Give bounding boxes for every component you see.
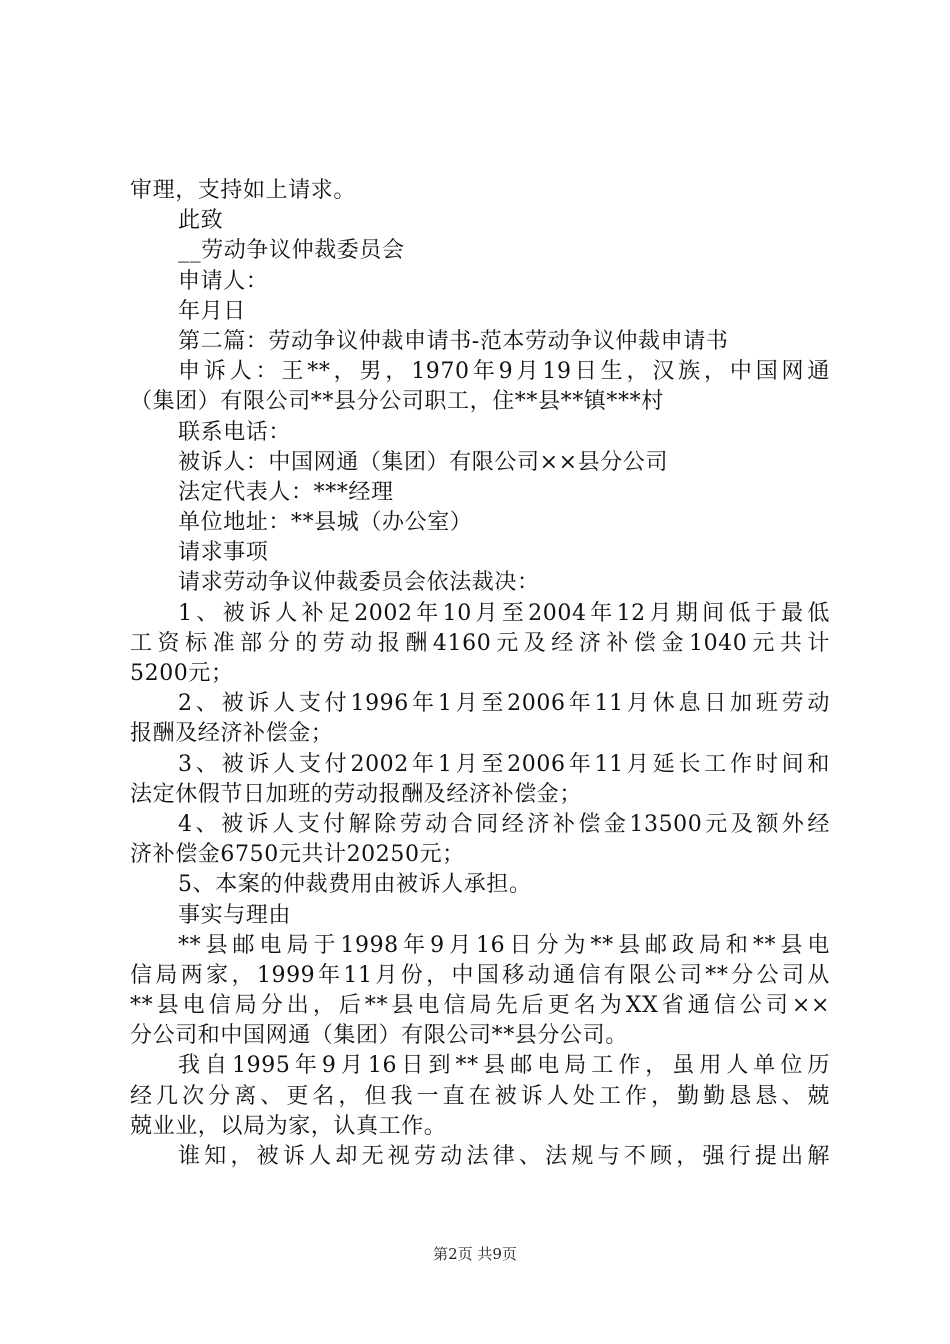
text-line: 申诉人：王**，男，1970年9月19日生，汉族，中国网通 — [178, 359, 830, 385]
text-line: 兢业业，以局为家，认真工作。 — [130, 1113, 447, 1139]
text-line: 分公司和中国网通（集团）有限公司**县分公司。 — [130, 1023, 628, 1049]
text-line: 4、被诉人支付解除劳动合同经济补偿金13500元及额外经 — [178, 811, 830, 837]
text-line: 被诉人：中国网通（集团）有限公司××县分公司 — [178, 449, 669, 475]
text-line: 单位地址：**县城（办公室） — [178, 510, 473, 536]
text-line: 经几次分离、更名，但我一直在被诉人处工作，勤勤恳恳、兢 — [130, 1083, 830, 1109]
section-heading: 第二篇：劳动争议仲裁申请书-范本劳动争议仲裁申请书 — [178, 328, 729, 354]
text-line: 谁知，被诉人却无视劳动法律、法规与不顾，强行提出解 — [178, 1144, 830, 1169]
text-line: 3、被诉人支付2002年1月至2006年11月延长工作时间和 — [178, 751, 830, 777]
text-line: 申请人： — [178, 268, 269, 294]
text-line: **县邮电局于1998年9月16日分为**县邮政局和**县电 — [178, 932, 830, 958]
page-number-footer: 第2页 共9页 — [433, 1245, 517, 1263]
text-line: 工资标准部分的劳动报酬4160元及经济补偿金1040元共计 — [130, 630, 830, 656]
text-line: 请求劳动争议仲裁委员会依法裁决： — [178, 570, 540, 596]
text-line: 我自1995年9月16日到**县邮电局工作，虽用人单位历 — [178, 1053, 830, 1079]
subheading: 事实与理由 — [178, 902, 292, 928]
text-line: 法定代表人：***经理 — [178, 479, 394, 505]
text-line: 法定休假节日加班的劳动报酬及经济补偿金； — [130, 781, 583, 807]
text-line: 1、被诉人补足2002年10月至2004年12月期间低于最低 — [178, 600, 830, 626]
text-line: 年月日 — [178, 298, 246, 324]
document-body — [130, 176, 830, 1172]
text-line: 报酬及经济补偿金； — [130, 721, 334, 747]
text-line: 2、被诉人支付1996年1月至2006年11月休息日加班劳动 — [178, 691, 830, 717]
text-line: （集团）有限公司**县分公司职工，住**县**镇***村 — [130, 389, 664, 415]
text-line: **县电信局分出，后**县电信局先后更名为XX省通信公司×× — [130, 993, 830, 1019]
text-line: 济补偿金6750元共计20250元； — [130, 842, 465, 868]
text-line: 信局两家，1999年11月份，中国移动通信有限公司**分公司从 — [130, 962, 830, 988]
subheading: 请求事项 — [178, 540, 269, 566]
text-line: 5200元； — [130, 661, 234, 686]
text-line: __劳动争议仲裁委员会 — [178, 238, 405, 264]
text-line: 5、本案的仲裁费用由被诉人承担。 — [178, 872, 532, 898]
text-line: 联系电话： — [178, 419, 292, 445]
text-line: 此致 — [178, 208, 224, 234]
text-line: 审理，支持如上请求。 — [130, 178, 357, 203]
